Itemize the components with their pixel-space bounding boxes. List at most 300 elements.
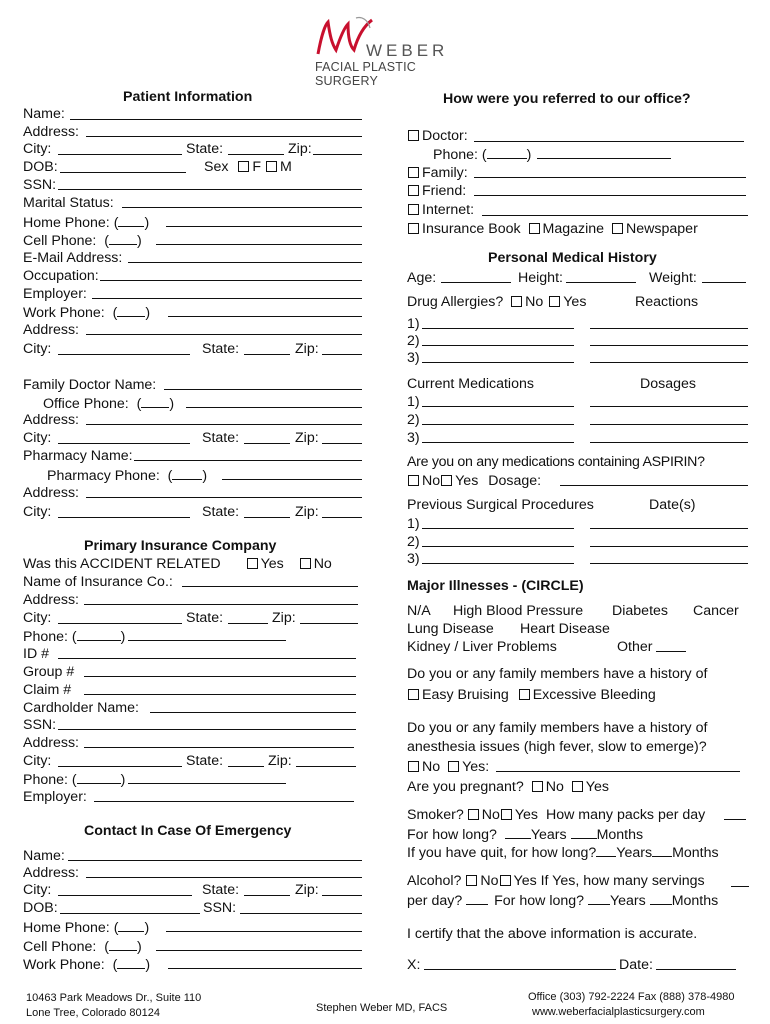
patient-city-field[interactable] [58,154,182,155]
magazine-label: Magazine [542,221,605,237]
referral-title: How were you referred to our office? [443,91,691,107]
emergency-ssn-label: SSN: [203,900,237,916]
insurance-zip-label: Zip: [272,610,296,626]
pharmacy-city-label: City: [23,504,52,520]
alcohol-years-label: Years [609,893,646,909]
reaction-1-field[interactable] [590,328,748,329]
insurance-name-field[interactable] [182,586,358,587]
insurance-phone: Phone: ( ) [23,629,126,645]
servings-field[interactable] [731,886,749,887]
emergency-work-phone-label: Work Phone: [23,957,105,973]
logo-name: WEBER [366,41,449,60]
patient-title: Patient Information [123,89,253,105]
dosage-label: Dosage: [488,473,542,489]
referral-friend-field[interactable] [474,195,746,196]
office-phone: Office Phone: ( ) [43,396,175,412]
logo [312,14,482,88]
illness-lung[interactable]: Lung Disease [407,621,494,637]
pregnant-yes-label: Yes [585,779,609,795]
surgery-2-field[interactable] [422,546,574,547]
aspirin-label: Are you on any medications containing ASPIRIN? [407,454,705,470]
emergency-state-field[interactable] [244,895,290,896]
cell-phone-area[interactable] [109,232,137,245]
patient-ssn-label: SSN: [23,177,57,193]
doctor-zip-label: Zip: [295,430,319,446]
doctor-zip-field[interactable] [322,443,362,444]
accident-no-label: No [313,556,332,572]
allergy-3-field[interactable] [422,362,574,363]
accident-yes-label: Yes [260,556,284,572]
illness-high-bp[interactable]: High Blood Pressure [453,603,584,619]
alcohol-months-label: Months [671,893,719,909]
doctor-address-label: Address: [23,412,79,428]
med-1-field[interactable] [422,406,574,407]
smoker-yes-label: Yes [514,807,539,823]
pharmacy-state-label: State: [202,504,240,520]
age-field[interactable] [441,282,511,283]
illness-other-field[interactable] [656,651,686,652]
med-3-field[interactable] [422,442,574,443]
insurance-claim-field[interactable] [84,694,356,695]
sex-m-checkbox[interactable] [266,161,277,172]
emergency-work-phone-field[interactable] [168,968,362,969]
referral-phone-area[interactable] [487,146,527,159]
pharmacy-phone: Pharmacy Phone: ( ) [47,468,208,484]
referral-internet-checkbox[interactable] [408,204,419,215]
reactions-label: Reactions [635,294,699,310]
emergency-name-label: Name: [23,848,65,864]
insurance-address-field[interactable] [84,604,358,605]
pharmacy-phone-area[interactable] [172,467,202,480]
patient-cell-phone-field[interactable] [156,244,362,245]
drug-allergies-label: Drug Allergies? [407,294,504,310]
insurance-state-field[interactable] [228,623,268,624]
referral-family-row [407,165,468,182]
insurance-state-label: State: [186,610,224,626]
excessive-bleeding-label: Excessive Bleeding [532,687,656,703]
med-2-field[interactable] [422,424,574,425]
dosages-label: Dosages [640,376,696,392]
patient-address-label: Address: [23,124,79,140]
illness-cancer[interactable]: Cancer [693,603,739,619]
anesthesia-row [407,759,489,776]
dosage-2-field[interactable] [590,424,748,425]
footer-web: www.weberfacialplasticsurgery.com [532,1006,705,1018]
illness-other[interactable]: Other [617,639,653,655]
dates-label: Date(s) [649,497,696,513]
patient-occupation-field[interactable] [100,280,362,281]
packs-label: How many packs per day [545,807,706,823]
pharmacy-address-field[interactable] [86,497,362,498]
office-phone-label: Office Phone: [43,396,129,412]
insurance-phone2-area[interactable] [77,771,121,784]
smoke-months-label: Months [596,827,644,843]
alcohol-no-checkbox[interactable] [466,875,477,886]
signature-field[interactable] [424,969,616,970]
logo-mark-icon [312,14,374,60]
alcohol-no-label: No [480,873,499,889]
emergency-ssn-field[interactable] [240,913,362,914]
pharmacy-field[interactable] [134,460,362,461]
emergency-title: Contact In Case Of Emergency [84,823,292,839]
pharmacy-zip-field[interactable] [322,517,362,518]
certify-label: I certify that the above information is accurate. [407,926,698,942]
emergency-home-phone-field[interactable] [166,931,362,932]
weight-label: Weight: [649,270,697,286]
sex-m-label: M [280,159,292,175]
quit-label: If you have quit, for how long? [407,845,597,861]
emergency-cell-phone: Cell Phone: ( ) [23,939,142,955]
insurance-phone-field[interactable] [128,640,286,641]
smoker-no-label: No [481,807,500,823]
patient-zip-field[interactable] [313,154,362,155]
aspirin-row [407,473,541,490]
insurance-zip-field[interactable] [300,623,358,624]
pregnant-row [407,779,609,796]
insurance-city2-field[interactable] [58,766,182,767]
aspirin-dosage-field[interactable] [560,485,748,486]
date-field[interactable] [656,969,736,970]
work-phone-label: Work Phone: [23,305,105,321]
insurance-employer-label: Employer: [23,789,87,805]
prev-surgery-label: Previous Surgical Procedures [407,497,594,513]
anesthesia-no-label: No [422,759,441,775]
emergency-home-phone-area[interactable] [118,919,144,932]
patient-address2-field[interactable] [86,334,362,335]
surgery-2-label: 2) [407,534,420,550]
surgery-1-label: 1) [407,516,420,532]
emergency-zip-label: Zip: [295,882,319,898]
emergency-cell-phone-field[interactable] [156,950,362,951]
referral-internet-field[interactable] [482,215,748,216]
accident-label: Was this ACCIDENT RELATED [23,556,221,572]
med-3-label: 3) [407,430,420,446]
quit-years-label: Years [616,845,653,861]
packs-field[interactable] [724,819,746,820]
patient-employer-label: Employer: [23,286,87,302]
pharmacy-phone-label: Pharmacy Phone: [47,468,160,484]
dosage-3-field[interactable] [590,442,748,443]
magazine-checkbox[interactable] [529,223,540,234]
surgery-3-date-field[interactable] [590,563,748,564]
doctor-city-field[interactable] [58,443,190,444]
referral-family-field[interactable] [474,177,746,178]
footer-address2: Lone Tree, Colorado 80124 [26,1007,160,1019]
logo-tagline: FACIAL PLASTIC SURGERY [315,60,416,88]
alcohol-years-field[interactable] [588,892,610,905]
illness-kidney-liver[interactable]: Kidney / Liver Problems [407,639,557,655]
anesthesia-line1: Do you or any family members have a history of [407,720,708,736]
pharmacy-address-label: Address: [23,485,79,501]
insurance-group-field[interactable] [84,676,356,677]
illness-diabetes[interactable]: Diabetes [612,603,668,619]
insurance-name-label: Name of Insurance Co.: [23,574,173,590]
allergy-3-label: 3) [407,350,420,366]
smoker-label: Smoker? [407,807,464,823]
smoker-row [407,807,705,824]
patient-ssn-field[interactable] [58,189,362,190]
anesthesia-no-checkbox[interactable] [408,761,419,772]
smoke-years-label: Years [530,827,567,843]
accident-row [23,556,332,573]
alcohol-duration-row [407,892,718,910]
allergy-2-label: 2) [407,333,420,349]
excessive-bleeding-checkbox[interactable] [519,689,530,700]
emergency-city-field[interactable] [58,895,192,896]
patient-marital-label: Marital Status: [23,195,114,211]
office-phone-field[interactable] [186,407,362,408]
emergency-home-phone: Home Phone: ( ) [23,920,150,936]
insurance-phone2-label: Phone: [23,772,68,788]
footer-doctor: Stephen Weber MD, FACS [316,1002,448,1014]
alcohol-row [407,873,705,890]
patient-address-field[interactable] [86,136,362,137]
allergies-no-checkbox[interactable] [511,296,522,307]
patient-work-phone: Work Phone: ( ) [23,305,151,321]
pregnant-no-label: No [545,779,564,795]
signature-label: X: [407,957,421,973]
insurance-ssn-field[interactable] [58,729,356,730]
patient-city2-label: City: [23,341,52,357]
patient-marital-field[interactable] [122,207,362,208]
height-label: Height: [518,270,563,286]
surgery-1-date-field[interactable] [590,528,748,529]
insurance-id-label: ID # [23,646,50,662]
patient-state2-label: State: [202,341,240,357]
insurance-book-label: Insurance Book [422,221,521,237]
pregnant-yes-checkbox[interactable] [572,781,583,792]
per-day-field[interactable] [466,892,488,905]
patient-home-phone-field[interactable] [166,226,362,227]
med-2-label: 2) [407,412,420,428]
insurance-ssn-label: SSN: [23,717,57,733]
allergy-1-label: 1) [407,316,420,332]
insurance-phone2: Phone: ( ) [23,772,126,788]
alcohol-months-field[interactable] [650,892,672,905]
newspaper-label: Newspaper [626,221,698,237]
how-long-label: For how long? [407,827,497,843]
aspirin-yes-label: Yes [455,473,479,489]
cell-phone-label: Cell Phone: [23,233,97,249]
insurance-address2-label: Address: [23,735,79,751]
illness-heart[interactable]: Heart Disease [520,621,610,637]
referral-internet-row [407,202,474,219]
accident-yes-checkbox[interactable] [247,558,258,569]
dosage-1-field[interactable] [590,406,748,407]
allergies-yes-checkbox[interactable] [549,296,560,307]
insurance-group-label: Group # [23,664,75,680]
insurance-city-label: City: [23,610,52,626]
patient-home-phone: Home Phone: ( ) [23,215,150,231]
emergency-dob-label: DOB: [23,900,58,916]
insurance-city2-label: City: [23,753,52,769]
emergency-work-phone: Work Phone: ( ) [23,957,151,973]
anesthesia-line2: anesthesia issues (high fever, slow to emerge)? [407,739,707,755]
per-day-label: per day? [407,893,463,909]
doctor-address-field[interactable] [86,424,362,425]
insurance-state2-label: State: [186,753,224,769]
patient-sex [204,159,292,176]
easy-bruising-label: Easy Bruising [422,687,509,703]
emergency-state-label: State: [202,882,240,898]
patient-dob-label: DOB: [23,159,58,175]
reaction-2-field[interactable] [590,345,748,346]
bleeding-row [407,687,656,704]
insurance-address2-field[interactable] [84,747,354,748]
patient-dob-field[interactable] [60,172,186,173]
aspirin-no-label: No [422,473,441,489]
history-title: Personal Medical History [488,250,657,266]
footer-address1: 10463 Park Meadows Dr., Suite 110 [26,992,202,1004]
illness-na[interactable]: N/A [407,603,431,619]
family-doctor-label: Family Doctor Name: [23,377,157,393]
date-label: Date: [619,957,653,973]
referral-family-checkbox[interactable] [408,167,419,178]
smoke-months-field[interactable] [571,826,597,839]
emergency-address-label: Address: [23,865,79,881]
surgery-3-label: 3) [407,551,420,567]
emergency-cell-phone-label: Cell Phone: [23,939,97,955]
patient-city-label: City: [23,141,52,157]
age-label: Age: [407,270,437,286]
patient-occupation-label: Occupation: [23,268,99,284]
patient-state-label: State: [186,141,224,157]
doctor-state-field[interactable] [244,443,290,444]
sex-label: Sex [204,159,229,175]
pharmacy-city-field[interactable] [58,517,190,518]
surgery-2-date-field[interactable] [590,546,748,547]
pharmacy-label: Pharmacy Name: [23,448,133,464]
allergy-1-field[interactable] [422,328,574,329]
cardholder-label: Cardholder Name: [23,700,139,716]
insurance-city-field[interactable] [58,623,182,624]
referral-phone-field[interactable] [537,158,671,159]
insurance-phone2-field[interactable] [128,783,286,784]
emergency-city-label: City: [23,882,52,898]
smoker-no-checkbox[interactable] [468,809,479,820]
emergency-work-phone-area[interactable] [117,956,145,969]
insurance-phone-label: Phone: [23,629,68,645]
patient-email-field[interactable] [128,262,362,263]
quit-years-field[interactable] [596,844,616,857]
patient-name-field[interactable] [70,119,362,120]
emergency-cell-phone-area[interactable] [109,938,137,951]
easy-bruising-checkbox[interactable] [408,689,419,700]
patient-employer-field[interactable] [92,298,362,299]
emergency-name-field[interactable] [68,860,362,861]
patient-name-label: Name: [23,106,65,122]
emergency-home-phone-label: Home Phone: [23,920,110,936]
patient-zip2-label: Zip: [295,341,319,357]
footer-phone: Office (303) 792-2224 Fax (888) 378-4980 [528,991,735,1003]
insurance-address-label: Address: [23,592,79,608]
patient-work-phone-field[interactable] [168,316,362,317]
anesthesia-yes-label: Yes: [462,759,490,775]
surgery-1-field[interactable] [422,528,574,529]
aspirin-no-checkbox[interactable] [408,475,419,486]
work-phone-area[interactable] [117,304,145,317]
med-1-label: 1) [407,394,420,410]
doctor-city-label: City: [23,430,52,446]
pharmacy-state-field[interactable] [244,517,290,518]
newspaper-checkbox[interactable] [612,223,623,234]
pharmacy-phone-field[interactable] [222,479,362,480]
sex-f-label: F [252,159,262,175]
weight-field[interactable] [702,282,746,283]
reaction-3-field[interactable] [590,362,748,363]
insurance-title: Primary Insurance Company [84,538,277,554]
cardholder-field[interactable] [150,712,356,713]
patient-zip-label: Zip: [288,141,312,157]
doctor-state-label: State: [202,430,240,446]
pregnant-no-checkbox[interactable] [532,781,543,792]
insurance-zip2-label: Zip: [268,753,292,769]
patient-city2-field[interactable] [58,354,190,355]
home-phone-label: Home Phone: [23,215,110,231]
family-doctor-field[interactable] [164,389,362,390]
insurance-id-field[interactable] [58,658,356,659]
accident-no-checkbox[interactable] [300,558,311,569]
alcohol-yes-label: Yes If Yes, how many servings [513,873,705,889]
drug-allergies-row [407,294,586,311]
patient-address2-label: Address: [23,322,79,338]
referral-media-row [407,221,698,238]
emergency-dob-field[interactable] [60,913,200,914]
smoke-years-field[interactable] [505,826,531,839]
quit-months-field[interactable] [652,844,672,857]
alcohol-label: Alcohol? [407,873,462,889]
family-history-label: Do you or any family members have a history of [407,666,708,682]
referral-doctor-label: Doctor: [422,128,468,144]
patient-cell-phone: Cell Phone: ( ) [23,233,142,249]
emergency-zip-field[interactable] [322,895,362,896]
allergies-no-label: No [525,294,544,310]
smoke-duration-row [407,826,643,844]
height-field[interactable] [566,282,636,283]
referral-internet-label: Internet: [422,202,475,218]
sex-f-checkbox[interactable] [238,161,249,172]
patient-state-field[interactable] [228,154,284,155]
insurance-employer-field[interactable] [94,801,354,802]
anesthesia-yes-field[interactable] [496,771,740,772]
patient-email-label: E-Mail Address: [23,250,123,266]
referral-friend-checkbox[interactable] [408,185,419,196]
allergies-yes-label: Yes [563,294,587,310]
insurance-claim-label: Claim # [23,682,72,698]
anesthesia-yes-checkbox[interactable] [448,761,459,772]
emergency-address-field[interactable] [86,877,362,878]
insurance-phone-area[interactable] [77,628,121,641]
quit-months-label: Months [672,845,719,861]
patient-state2-field[interactable] [244,354,290,355]
aspirin-yes-checkbox[interactable] [441,475,452,486]
insurance-zip2-field[interactable] [296,766,356,767]
quit-row [407,844,719,862]
home-phone-area[interactable] [118,214,144,227]
insurance-book-checkbox[interactable] [408,223,419,234]
patient-zip2-field[interactable] [322,354,362,355]
current-meds-label: Current Medications [407,376,534,392]
allergy-2-field[interactable] [422,345,574,346]
alcohol-yes-checkbox[interactable] [500,875,511,886]
referral-doctor-field[interactable] [474,141,744,142]
referral-friend-label: Friend: [422,183,467,199]
insurance-state2-field[interactable] [228,766,264,767]
smoker-yes-checkbox[interactable] [501,809,512,820]
referral-doctor-checkbox[interactable] [408,130,419,141]
surgery-3-field[interactable] [422,563,574,564]
office-phone-area[interactable] [141,395,169,408]
